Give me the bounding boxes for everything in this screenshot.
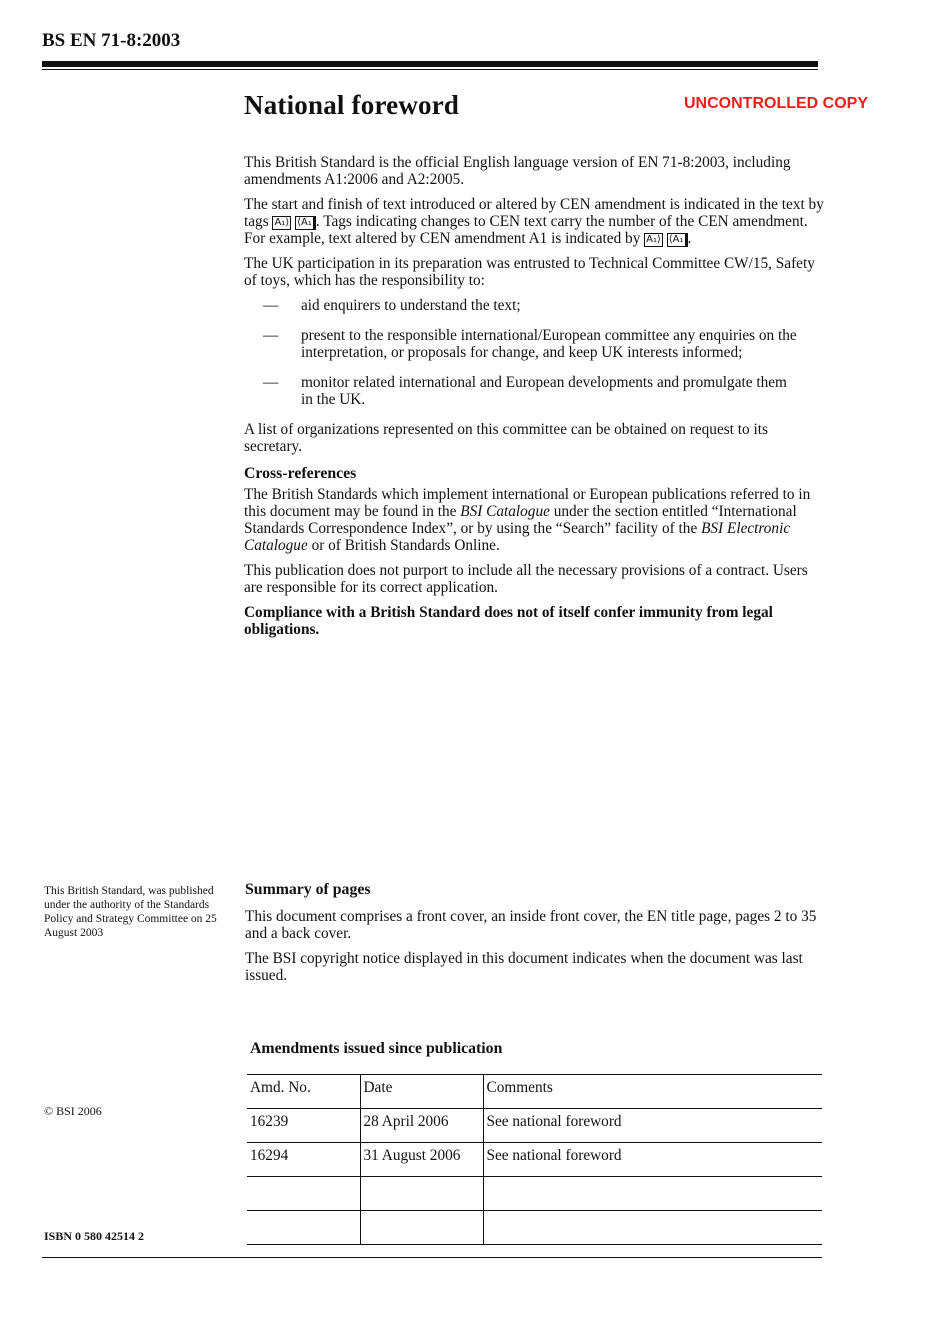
- uncontrolled-copy-stamp: UNCONTROLLED COPY: [684, 95, 868, 112]
- xref-text-c: or of British Standards Online.: [307, 537, 500, 554]
- copyright-notice: © BSI 2006: [44, 1104, 102, 1118]
- cross-references-heading: Cross-references: [244, 465, 357, 482]
- table-row: [247, 1109, 822, 1143]
- foreword-body: [244, 154, 829, 646]
- table-row: [247, 1211, 822, 1245]
- table-row: [247, 1143, 822, 1177]
- cross-references-paragraph: [244, 486, 829, 554]
- amendments-table: [247, 1074, 822, 1245]
- paragraph-2-text-c: .: [687, 230, 692, 247]
- list-item-text: monitor related international and European developments and promulgate them in the UK.: [301, 374, 787, 408]
- responsibility-list: [244, 297, 829, 408]
- cell-date: [360, 1211, 483, 1245]
- dash-bullet: —: [263, 327, 279, 344]
- summary-paragraph-1: This document comprises a front cover, an inside front cover, the EN title page, pages 2 to 35 and a back cover.: [245, 908, 817, 942]
- compliance-statement: Compliance with a British Standard does not of itself confer immunity from legal obligations.: [244, 604, 773, 638]
- list-item: [244, 297, 829, 314]
- foreword-paragraph-6: This publication does not purport to include all the necessary provisions of a contract. Users are responsible for its correct application.: [244, 562, 808, 596]
- foreword-paragraph-2: [244, 196, 829, 247]
- cell-amd-no: [247, 1177, 360, 1211]
- document-id: BS EN 71-8:2003: [42, 30, 181, 51]
- list-item: [244, 327, 829, 361]
- cell-amd-no: [247, 1211, 360, 1245]
- table-header-row: [247, 1075, 822, 1109]
- dash-bullet: —: [263, 374, 279, 391]
- table-row: [247, 1177, 822, 1211]
- footer-rule: [42, 1257, 822, 1258]
- header-comments: Comments: [483, 1075, 822, 1109]
- page-title: National foreword: [244, 90, 460, 120]
- cell-date: [360, 1177, 483, 1211]
- dash-bullet: —: [263, 297, 279, 314]
- header-rule-thick: [42, 61, 818, 67]
- summary-paragraph-2: The BSI copyright notice displayed in this document indicates when the document was last issued.: [245, 950, 803, 984]
- amendment-start-tag-icon: A₁⟩: [274, 217, 290, 228]
- paragraph-2-text-b: . Tags indicating changes to CEN text carry the number of the CEN amendment. For example, text altered by CEN amendment A1 is indicated by: [244, 213, 808, 247]
- xref-text-a: The British Standards which implement international or European publications referred to in this document may be found in the: [244, 486, 811, 520]
- bsi-electronic-catalogue-title: BSI Electronic Catalogue: [244, 520, 791, 554]
- amendment-end-tag-icon: ⟨A₁: [667, 233, 688, 247]
- list-item: [244, 374, 829, 408]
- foreword-paragraph-4: A list of organizations represented on this committee can be obtained on request to its secretary.: [244, 421, 768, 455]
- cell-date: 28 April 2006: [360, 1109, 483, 1143]
- list-item-text: present to the responsible international/European committee any enquiries on the interpretation, or proposals for change, and keep UK interests informed;: [301, 327, 797, 361]
- foreword-paragraph-3: The UK participation in its preparation was entrusted to Technical Committee CW/15, Safety of toys, which has the responsibility to:: [244, 255, 815, 289]
- isbn-number: ISBN 0 580 42514 2: [44, 1229, 145, 1243]
- amendment-end-tag-icon: ⟨A₁: [295, 216, 316, 230]
- foreword-paragraph-1: This British Standard is the official English language version of EN 71-8:2003, including amendments A1:2006 and A2:2005.: [244, 154, 791, 188]
- amendment-start-tag-icon: A₁⟩: [646, 234, 661, 245]
- header-date: Date: [360, 1075, 483, 1109]
- cell-date: 31 August 2006: [360, 1143, 483, 1177]
- xref-text-b: under the section entitled “International Standards Correspondence Index”, or by using the “Search” facility of the: [244, 503, 797, 537]
- cell-comments: See national foreword: [483, 1109, 822, 1143]
- cell-amd-no: 16294: [247, 1143, 360, 1177]
- summary-heading: Summary of pages: [245, 881, 371, 898]
- header-rule-thin: [42, 69, 818, 70]
- amendments-title: Amendments issued since publication: [250, 1040, 503, 1057]
- bsi-catalogue-title: BSI Catalogue: [460, 503, 550, 520]
- cell-amd-no: 16239: [247, 1109, 360, 1143]
- cell-comments: [483, 1211, 822, 1245]
- summary-of-pages: [245, 881, 830, 992]
- cell-comments: [483, 1177, 822, 1211]
- publication-authority-note: This British Standard, was published under the authority of the Standards Policy and Strategy Committee on 25 August 2003: [44, 885, 217, 939]
- list-item-text: aid enquirers to understand the text;: [301, 297, 521, 314]
- paragraph-2-text-a: The start and finish of text introduced or altered by CEN amendment is indicated in the text by tags: [244, 196, 824, 230]
- header-amd-no: Amd. No.: [247, 1075, 360, 1109]
- cell-comments: See national foreword: [483, 1143, 822, 1177]
